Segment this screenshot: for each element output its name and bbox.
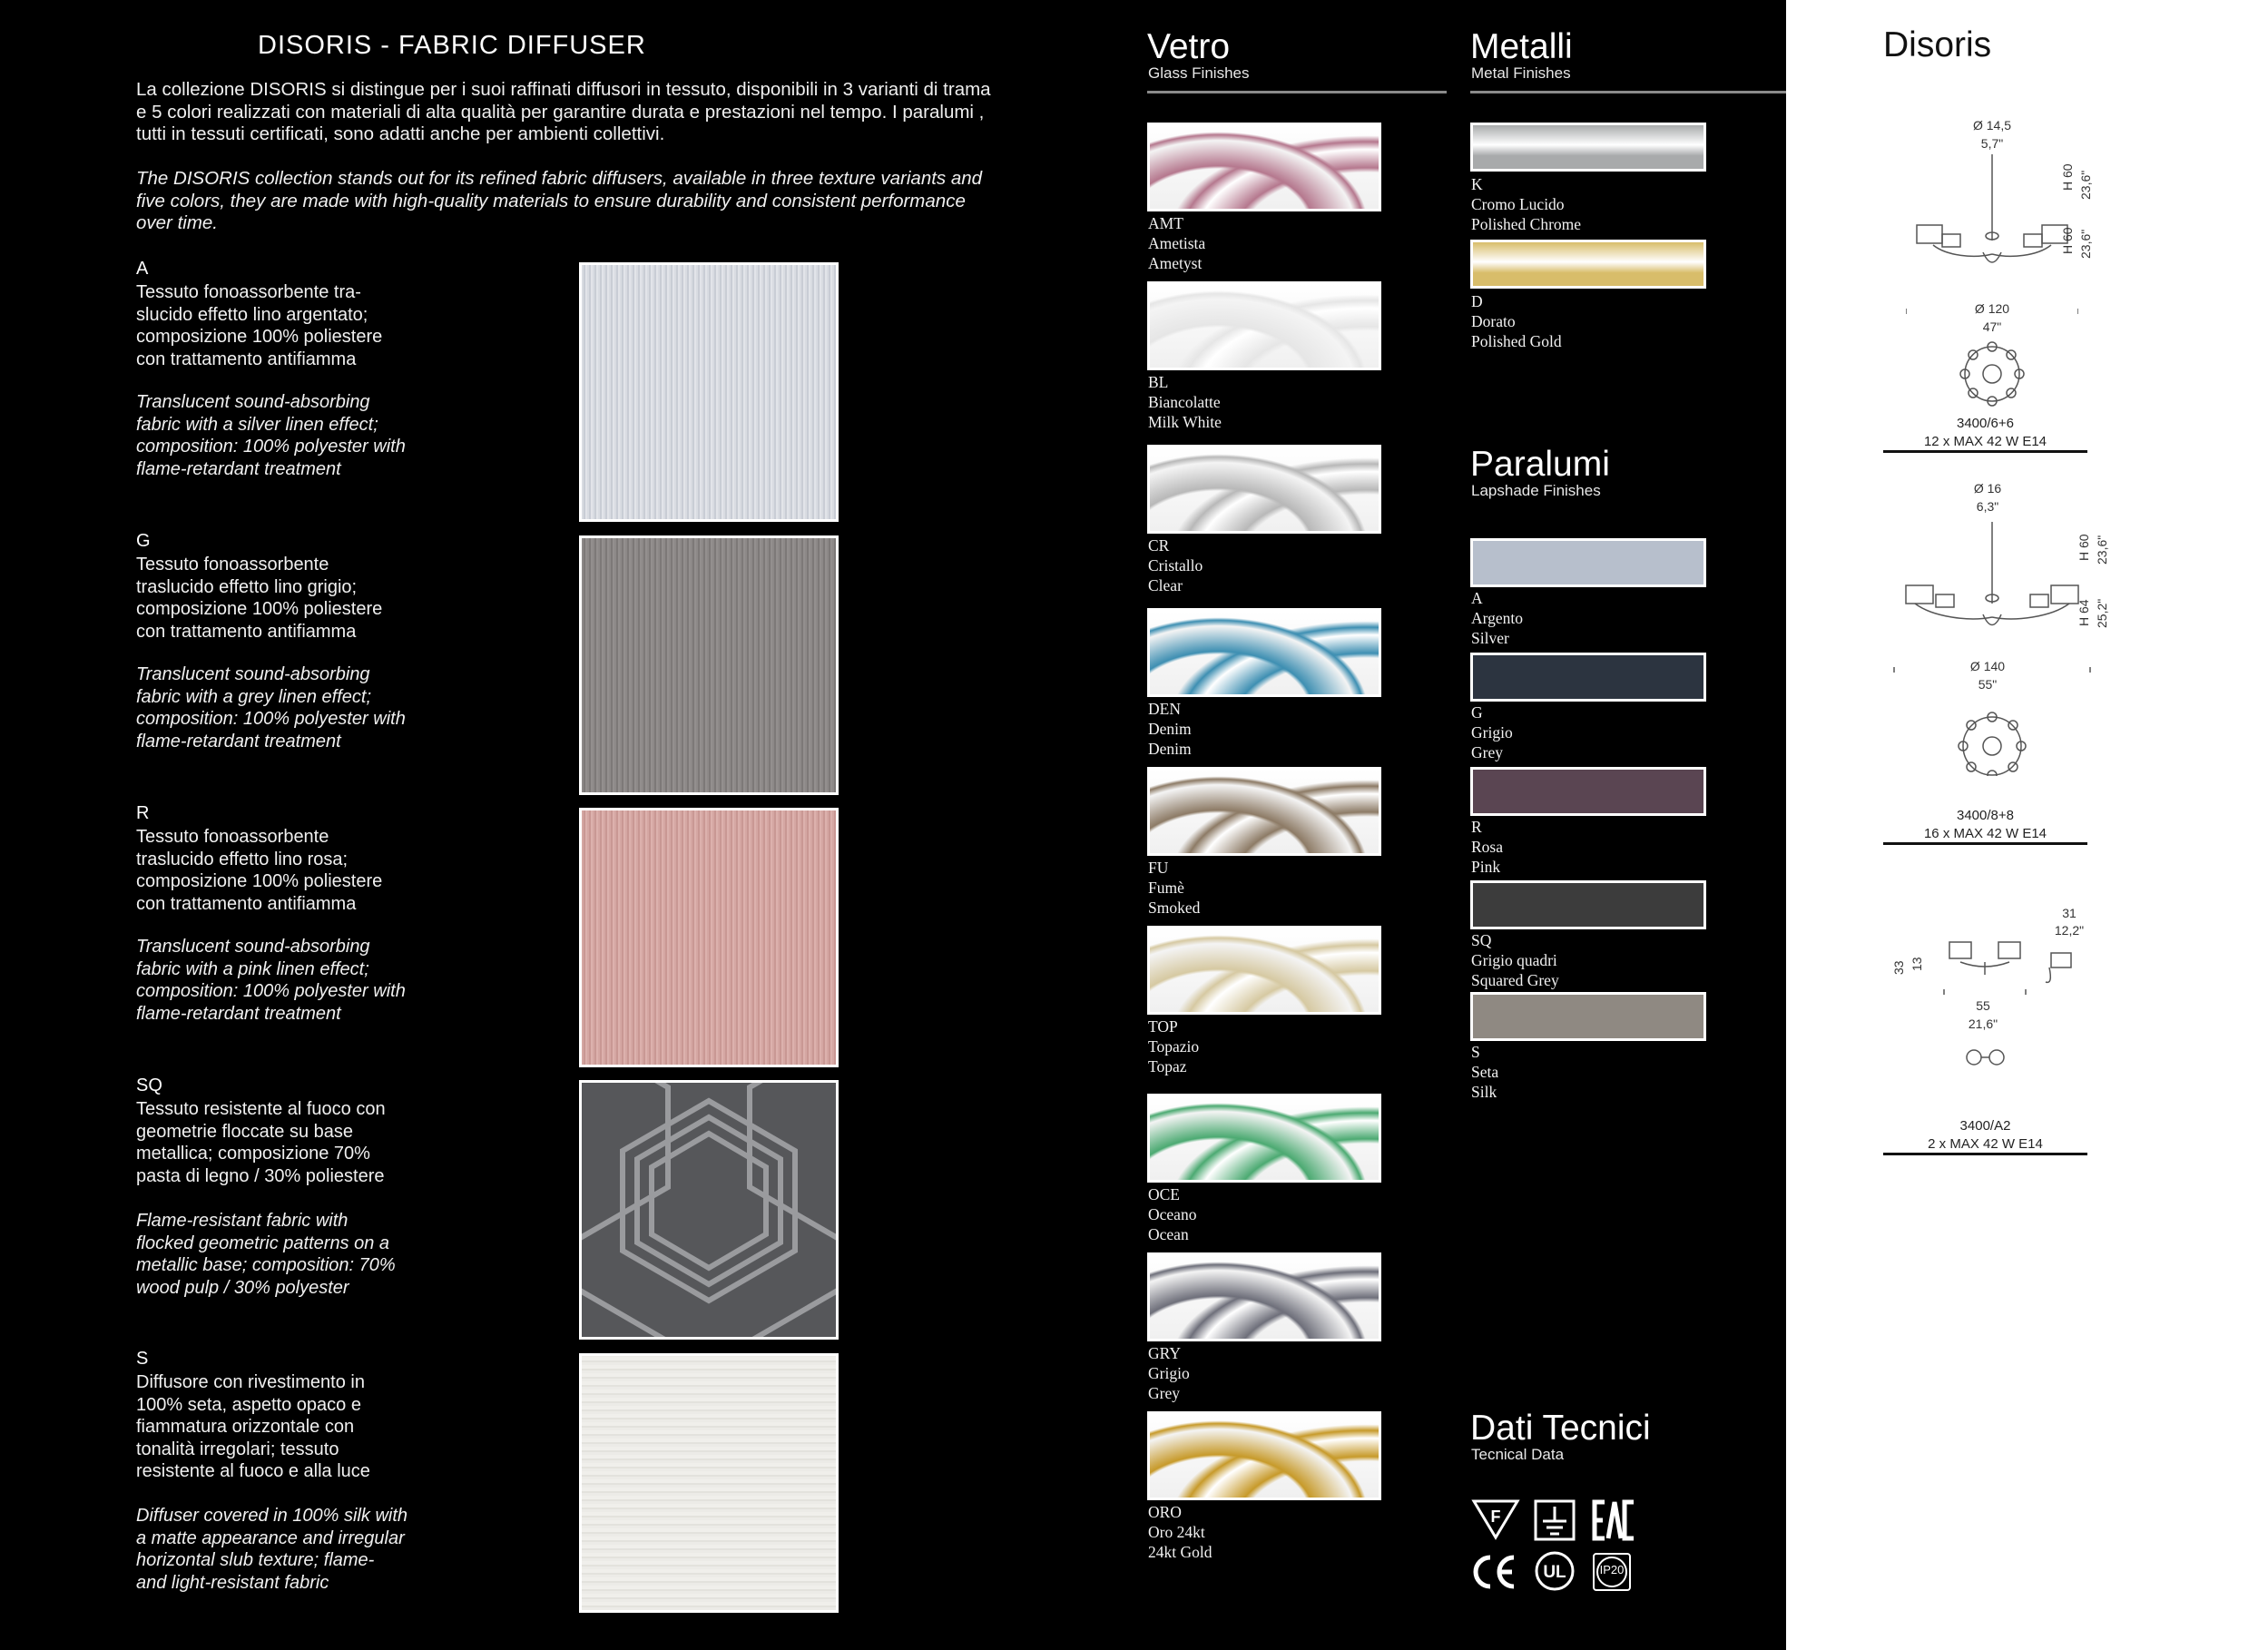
- fabric-desc-it-g: Tessuto fonoassorbente traslucido effetto lino grigio; composizione 100% poliestere con trattamento antifiamma: [136, 555, 383, 642]
- hexagon-pattern-icon: [582, 1083, 836, 1337]
- p2-underline: [1883, 842, 2087, 845]
- fabric-code-g: G: [136, 531, 151, 551]
- vetro-label-it-bl: Biancolatte: [1148, 393, 1221, 411]
- paralumi-swatch-sq: [1470, 880, 1706, 929]
- fabric-desc-en-s: Diffuser covered in 100% silk with a matte appearance and irregular horizontal slub texture; flame- and light-resistant fabric: [136, 1506, 408, 1593]
- metalli-label-code-k: K: [1471, 175, 1483, 193]
- vetro-swatch-amt: [1147, 123, 1381, 211]
- fabric-code-r: R: [136, 803, 150, 823]
- p3-dim-w: 55: [1976, 998, 1990, 1013]
- p2-code: 3400/8+8: [1957, 808, 2014, 823]
- paralumi-label-code-r: R: [1471, 818, 1482, 836]
- fabric-desc-it-s: Diffusore con rivestimento in 100% seta, aspetto opaco e fiammatura orizzontale con tonalità irregolari; tessuto resistente al fuoco e alla luce: [136, 1372, 370, 1481]
- vetro-label-code-bl: BL: [1148, 373, 1169, 391]
- paralumi-label-it-r: Rosa: [1471, 838, 1503, 856]
- vetro-label-en-fu: Smoked: [1148, 899, 1201, 917]
- chandelier-8-8-drawing-icon: [1892, 504, 2092, 776]
- vetro-label-code-oce: OCE: [1148, 1185, 1180, 1203]
- vetro-label-it-cr: Cristallo: [1148, 556, 1203, 575]
- vetro-label-it-top: Topazio: [1148, 1037, 1200, 1056]
- p1-dim-d1b: 5,7": [1980, 136, 2004, 151]
- vetro-label-en-den: Denim: [1148, 740, 1192, 758]
- p1-dim-d2b: 47": [1982, 319, 2002, 334]
- p2-dim-d2: Ø 140: [1969, 659, 2006, 673]
- vetro-label-en-oro: 24kt Gold: [1148, 1543, 1213, 1561]
- disoris-title: Disoris: [1883, 25, 1992, 64]
- vetro-label-en-amt: Ametyst: [1148, 254, 1203, 272]
- vetro-label-en-oce: Ocean: [1148, 1225, 1189, 1243]
- vetro-title: Vetro: [1147, 27, 1231, 66]
- p3-dim-wb: 21,6": [1968, 1017, 1998, 1031]
- svg-text:UL: UL: [1543, 1563, 1566, 1582]
- vetro-label-it-amt: Ametista: [1148, 234, 1206, 252]
- fabric-swatch-s: [579, 1353, 839, 1613]
- p3-dim-p: 31: [2062, 906, 2077, 920]
- paralumi-label-code-g: G: [1471, 703, 1483, 722]
- paralumi-label-en-g: Grey: [1471, 743, 1503, 761]
- p2-dim-d2b: 55": [1978, 677, 1998, 692]
- metalli-label-it-k: Cromo Lucido: [1471, 195, 1565, 213]
- eac-mark-icon: [1592, 1499, 1635, 1541]
- p3-dim-pb: 12,2": [2054, 923, 2085, 938]
- fabric-desc-en-r: Translucent sound-absorbing fabric with a pink linen effect; composition: 100% polyester with flame-retardant treatment: [136, 937, 406, 1024]
- vetro-label-code-fu: FU: [1148, 859, 1169, 877]
- metalli-label-en-k: Polished Chrome: [1471, 215, 1582, 233]
- paralumi-swatch-a: [1470, 538, 1706, 587]
- metalli-label-code-d: D: [1471, 292, 1483, 310]
- vetro-label-code-oro: ORO: [1148, 1503, 1182, 1521]
- p3-dim-h: 33: [1891, 960, 1906, 975]
- paralumi-label-it-sq: Grigio quadri: [1471, 951, 1557, 969]
- fabric-swatch-g: [579, 535, 839, 795]
- paralumi-label-it-s: Seta: [1471, 1063, 1499, 1081]
- p1-dim-h1: H 60: [2060, 163, 2075, 191]
- vetro-swatch-oce: [1147, 1094, 1381, 1183]
- metalli-rule: [1470, 91, 1786, 93]
- paralumi-label-en-r: Pink: [1471, 858, 1501, 876]
- metalli-title: Metalli: [1470, 27, 1573, 66]
- vetro-rule: [1147, 91, 1447, 93]
- vetro-swatch-top: [1147, 926, 1381, 1015]
- vetro-label-it-gry: Grigio: [1148, 1364, 1190, 1382]
- intro-italian: La collezione DISORIS si distingue per i suoi raffinati diffusori in tessuto, disponibili in 3 varianti di trama e 5 colori realizzati con materiali di alta qualità per garantire durata e prestazioni nel tempo. I paralumi , tutti in tessuti certificati, sono adatti anche per ambienti collettivi.: [136, 79, 991, 144]
- paralumi-label-code-s: S: [1471, 1043, 1480, 1061]
- f-mark-icon: [1470, 1498, 1521, 1541]
- intro-english: The DISORIS collection stands out for its refined fabric diffusers, available in three texture variants and five colors, they are made with high-quality materials to ensure durability and consistent performance over time.: [136, 168, 983, 233]
- p2-dim-d1b: 6,3": [1976, 499, 1999, 514]
- fabric-swatch-sq: [579, 1080, 839, 1340]
- vetro-swatch-oro: [1147, 1411, 1381, 1500]
- p1-spec: 12 x MAX 42 W E14: [1923, 434, 2047, 449]
- metalli-swatch-d: [1470, 240, 1706, 289]
- paralumi-title: Paralumi: [1470, 445, 1610, 484]
- vetro-label-it-den: Denim: [1148, 720, 1192, 738]
- metalli-label-en-d: Polished Gold: [1471, 332, 1562, 350]
- paralumi-label-en-s: Silk: [1471, 1083, 1497, 1101]
- vetro-label-it-oce: Oceano: [1148, 1205, 1197, 1223]
- p3-underline: [1883, 1153, 2087, 1155]
- p2-dim-h2b: 25,2": [2095, 598, 2109, 628]
- p2-dim-h1: H 60: [2077, 534, 2091, 561]
- p2-dim-h2: H 64: [2077, 599, 2091, 626]
- vetro-label-it-fu: Fumè: [1148, 879, 1184, 897]
- vetro-label-en-gry: Grey: [1148, 1384, 1180, 1402]
- vetro-swatch-gry: [1147, 1252, 1381, 1341]
- dati-subtitle: Tecnical Data: [1471, 1446, 1565, 1463]
- vetro-subtitle: Glass Finishes: [1148, 64, 1250, 82]
- paralumi-subtitle: Lapshade Finishes: [1471, 482, 1601, 499]
- p3-code: 3400/A2: [1959, 1118, 2011, 1134]
- chandelier-6-6-drawing-icon: [1906, 136, 2078, 408]
- vetro-label-en-top: Topaz: [1148, 1057, 1187, 1075]
- paralumi-label-it-g: Grigio: [1471, 723, 1513, 742]
- ip20-label: IP20: [1599, 1563, 1625, 1576]
- fabric-desc-en-a: Translucent sound-absorbing fabric with a silver linen effect; composition: 100% polyester with flame-retardant treatment: [136, 392, 406, 479]
- vetro-label-en-bl: Milk White: [1148, 413, 1222, 431]
- paralumi-label-code-sq: SQ: [1471, 931, 1492, 949]
- fabric-code-sq: SQ: [136, 1075, 162, 1095]
- fabric-swatch-a: [579, 262, 839, 522]
- paralumi-label-code-a: A: [1471, 589, 1483, 607]
- fabric-desc-it-a: Tessuto fonoassorbente tra-slucido effetto lino argentato; composizione 100% poliestere con trattamento antifiamma: [136, 282, 383, 369]
- wall-lamp-drawing-icon: [1933, 935, 2096, 1080]
- p1-code: 3400/6+6: [1957, 416, 2014, 431]
- metalli-label-it-d: Dorato: [1471, 312, 1516, 330]
- ce-mark-icon: [1470, 1552, 1517, 1592]
- ground-symbol-icon: [1534, 1499, 1576, 1541]
- vetro-label-code-amt: AMT: [1148, 214, 1183, 232]
- p1-dim-h2b: 23,6": [2078, 229, 2093, 259]
- metalli-swatch-k: [1470, 123, 1706, 172]
- p2-dim-d1: Ø 16: [1973, 481, 2002, 496]
- p3-spec: 2 x MAX 42 W E14: [1928, 1136, 2043, 1152]
- vetro-label-code-den: DEN: [1148, 700, 1181, 718]
- vetro-swatch-cr: [1147, 445, 1381, 534]
- vetro-label-en-cr: Clear: [1148, 576, 1183, 594]
- fabric-code-s: S: [136, 1349, 149, 1369]
- svg-text:F: F: [1490, 1508, 1501, 1526]
- fabric-desc-en-sq: Flame-resistant fabric with flocked geometric patterns on a metallic base; composition: 70% wood pulp / 30% polyester: [136, 1211, 396, 1298]
- p1-dim-h1b: 23,6": [2078, 170, 2093, 200]
- vetro-label-code-gry: GRY: [1148, 1344, 1181, 1362]
- fabric-desc-it-sq: Tessuto resistente al fuoco con geometrie floccate su base metallica; composizione 70% pasta di legno / 30% poliestere: [136, 1099, 386, 1186]
- p2-spec: 16 x MAX 42 W E14: [1923, 826, 2047, 841]
- dati-title: Dati Tecnici: [1470, 1409, 1651, 1448]
- vetro-swatch-den: [1147, 608, 1381, 697]
- fabric-swatch-r: [579, 808, 839, 1067]
- fabric-code-a: A: [136, 259, 149, 279]
- p1-underline: [1883, 450, 2087, 453]
- paralumi-swatch-s: [1470, 992, 1706, 1041]
- fabric-desc-en-g: Translucent sound-absorbing fabric with a grey linen effect; composition: 100% polyester with flame-retardant treatment: [136, 664, 406, 751]
- paralumi-swatch-r: [1470, 767, 1706, 816]
- fabric-desc-it-r: Tessuto fonoassorbente traslucido effetto lino rosa; composizione 100% poliestere con trattamento antifiamma: [136, 827, 383, 914]
- p1-dim-d2: Ø 120: [1974, 301, 2010, 316]
- p1-dim-h2: H 60: [2060, 227, 2075, 254]
- vetro-swatch-fu: [1147, 767, 1381, 856]
- page-title: DISORIS - FABRIC DIFFUSER: [258, 31, 646, 60]
- paralumi-label-en-a: Silver: [1471, 629, 1509, 647]
- paralumi-label-en-sq: Squared Grey: [1471, 971, 1559, 989]
- vetro-swatch-bl: [1147, 281, 1381, 370]
- vetro-label-it-oro: Oro 24kt: [1148, 1523, 1205, 1541]
- paralumi-swatch-g: [1470, 653, 1706, 702]
- p1-dim-d1: Ø 14,5: [1972, 118, 2012, 133]
- p2-dim-h1b: 23,6": [2095, 535, 2109, 565]
- p3-dim-hb: 13: [1910, 957, 1924, 971]
- ul-mark-icon: [1534, 1550, 1576, 1592]
- paralumi-label-it-a: Argento: [1471, 609, 1524, 627]
- vetro-label-code-cr: CR: [1148, 536, 1170, 555]
- metalli-subtitle: Metal Finishes: [1471, 64, 1571, 82]
- vetro-label-code-top: TOP: [1148, 1017, 1178, 1036]
